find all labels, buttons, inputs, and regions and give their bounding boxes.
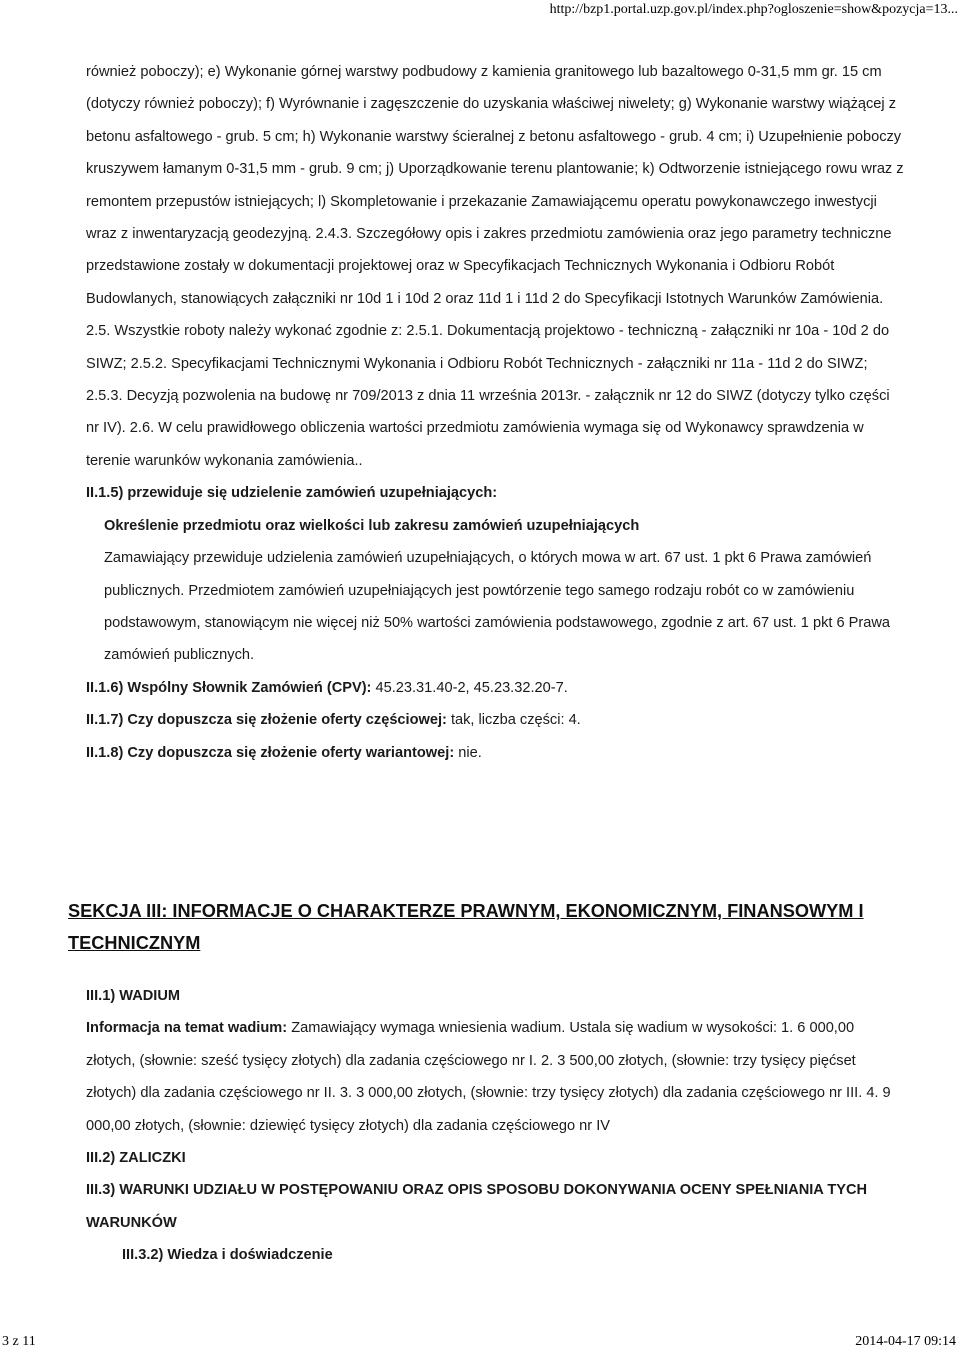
- section-ii-1-7-label: II.1.7) Czy dopuszcza się złożenie oferty częściowej:: [86, 712, 447, 729]
- section-ii-1-5-heading: II.1.5) przewiduje się udzielenie zamówień uzupełniających:: [86, 485, 498, 502]
- section-ii-1-5-body: [104, 510, 906, 672]
- description-paragraph: również poboczy); e) Wykonanie górnej warstwy podbudowy z kamienia granitowego lub bazaltowego 0-31,5 mm gr. 15 cm (dotyczy również poboczy); f) Wyrównanie i zagęszczenie do uzyskania właściwej niwelety; g) Wykonanie warstwy wiążącej z betonu asfaltowego - grub. 5 cm; h) Wykonanie warstwy ścieralnej z betonu asfaltowego - grub. 4 cm; i) Uzupełnienie poboczy kruszywem łamanym 0-31,5 mm - grub. 9 cm; j) Uporządkowanie terenu plantowanie; k) Odtworzenie istniejącego rowu wraz z remontem przepustów istniejących; l) Skompletowanie i przekazanie Zamawiającemu operatu powykonawczego inwestycji wraz z inwentaryzacją geodezyjną. 2.4.3. Szczegółowy opis i zakres przedmiotu zamówienia oraz jego parametry techniczne przedstawione zostały w dokumentacji projektowej oraz w Specyfikacjach Technicznych Wykonania i Odbioru Robót Budowlanych, stanowiących załączniki nr 10d 1 i 10d 2 oraz 11d 1 i 11d 2 do Specyfikacji Istotnych Warunków Zamówienia. 2.5. Wszystkie roboty należy wykonać zgodnie z: 2.5.1. Dokumentacją projektowo - techniczną - załączniki nr 10a - 10d 2 do SIWZ; 2.5.2. Specyfikacjami Technicznymi Wykonania i Odbioru Robót Technicznych - załączniki nr 11a - 11d 2 do SIWZ; 2.5.3. Decyzją pozwolenia na budowę nr 709/2013 z dnia 11 września 2013r. - załącznik nr 12 do SIWZ (dotyczy tylko części nr IV). 2.6. W celu prawidłowego obliczenia wartości przedmiotu zamówienia wymaga się od Wykonawcy sprawdzenia w terenie warunków wykonania zamówienia..: [86, 64, 904, 469]
- section-ii-1-5-subheading: Określenie przedmiotu oraz wielkości lub zakresu zamówień uzupełniających: [104, 517, 640, 534]
- section-ii-1-7: [86, 704, 906, 736]
- section-ii-1-6-value: 45.23.31.40-2, 45.23.32.20-7.: [375, 679, 568, 696]
- section-ii-1-8: [86, 737, 906, 769]
- section-ii-1-8-label: II.1.8) Czy dopuszcza się złożenie oferty wariantowej:: [86, 744, 455, 761]
- page-number: 3 z 11: [2, 1334, 36, 1349]
- section-ii-1-7-value: tak, liczba części: 4.: [450, 712, 581, 729]
- print-datetime: 2014-04-17 09:14: [855, 1334, 956, 1349]
- main-content: [86, 56, 906, 769]
- wadium-text: Zamawiający wymaga wniesienia wadium. Ustala się wadium w wysokości: 1. 6 000,00 złotych, (słownie: sześć tysięcy złotych) dla zadania częściowego nr I. 2. 3 500,00 złotych, (słownie: trzy tysięcy pięćset złotych) dla zadania częściowego nr II. 3. 3 000,00 złotych, (słownie: trzy tysięcy złotych) dla zadania częściowego nr III. 4. 9 000,00 złotych, (słownie: dziewięć tysięcy złotych) dla zadania częściowego nr IV: [86, 1020, 891, 1134]
- wadium-label: Informacja na temat wadium:: [86, 1020, 288, 1037]
- section-ii-1-6-label: II.1.6) Wspólny Słownik Zamówień (CPV):: [86, 679, 372, 696]
- section-ii-1-8-value: nie.: [458, 744, 482, 761]
- warunki-heading: III.3) WARUNKI UDZIAŁU W POSTĘPOWANIU ORAZ OPIS SPOSOBU DOKONYWANIA OCENY SPEŁNIANIA TYCH WARUNKÓW: [86, 1182, 868, 1231]
- section-iii-title: SEKCJA III: INFORMACJE O CHARAKTERZE PRAWNYM, EKONOMICZNYM, FINANSOWYM I TECHNICZNYM: [68, 901, 864, 953]
- section-iii-content: [86, 980, 906, 1272]
- wiedza-heading: III.3.2) Wiedza i doświadczenie: [122, 1247, 333, 1264]
- zaliczki-heading: III.2) ZALICZKI: [86, 1150, 186, 1167]
- section-ii-1-6: [86, 672, 906, 704]
- print-header-url: http://bzp1.portal.uzp.gov.pl/index.php?ogloszenie=show&pozycja=13...: [549, 2, 958, 17]
- wadium-heading: III.1) WADIUM: [86, 988, 181, 1004]
- wadium-info: [86, 1012, 906, 1142]
- section-ii-1-5-text: Zamawiający przewiduje udzielenia zamówień uzupełniających, o których mowa w art. 67 ust. 1 pkt 6 Prawa zamówień publicznych. Przedmiotem zamówień uzupełniających jest powtórzenie tego samego rodzaju robót co w zamówieniu podstawowym, stanowiącym nie więcej niż 50% wartości zamówienia podstawowego, zgodnie z art. 67 ust. 1 pkt 6 Prawa zamówień publicznych.: [104, 550, 891, 664]
